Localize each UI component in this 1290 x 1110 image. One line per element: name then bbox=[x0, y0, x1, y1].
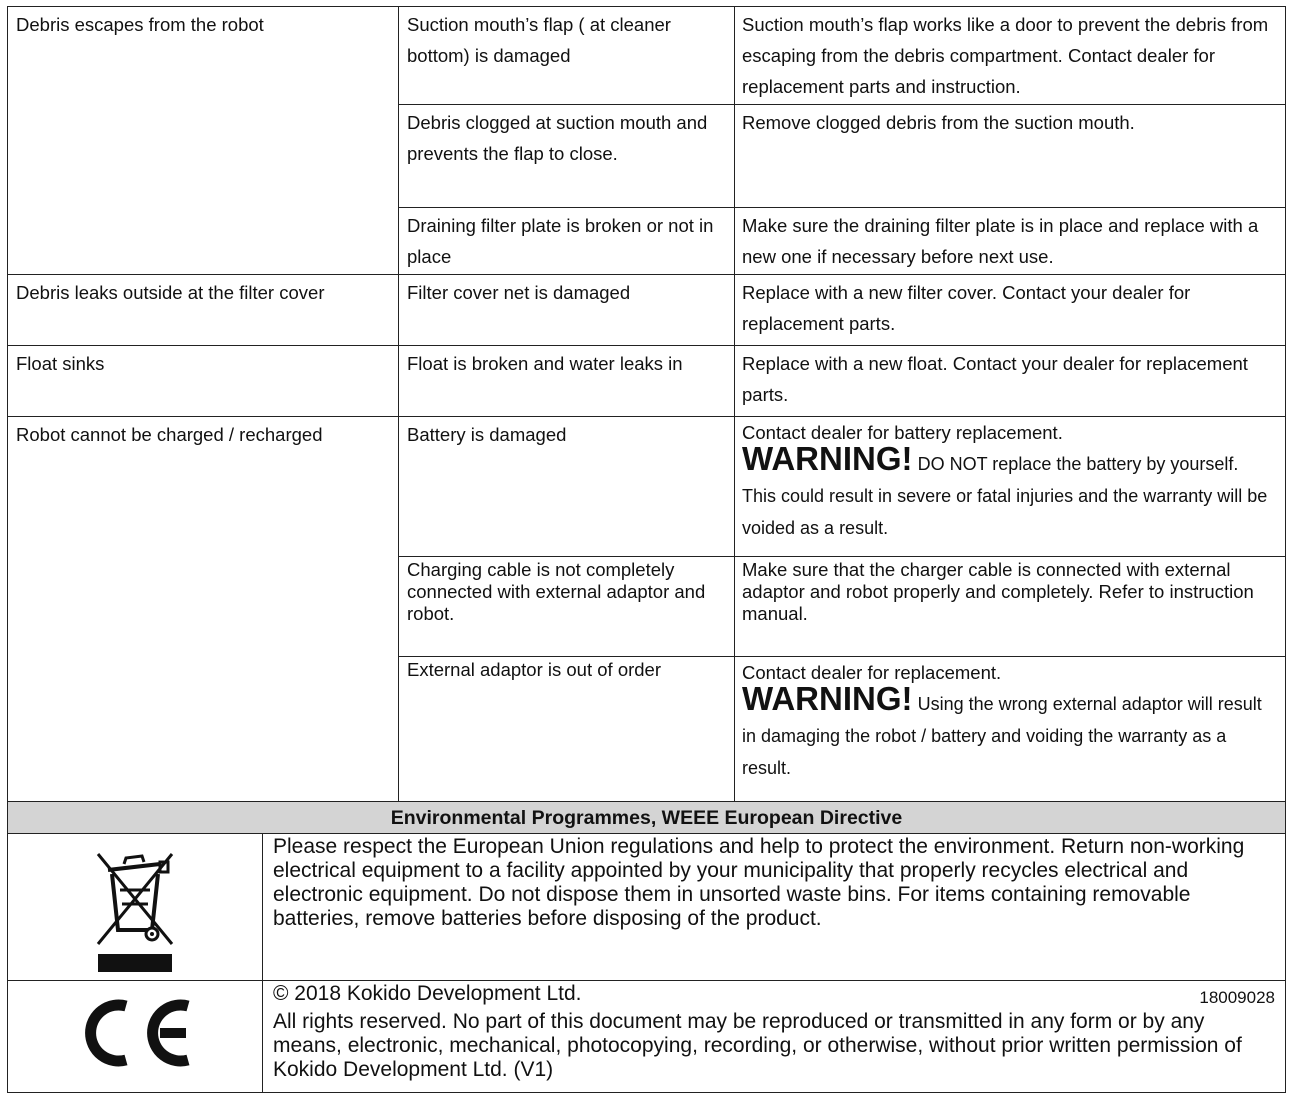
solution-cell: Replace with a new filter cover. Contact your dealer for replacement parts. bbox=[735, 275, 1286, 346]
warning-note bbox=[742, 440, 1277, 544]
ce-icon-cell bbox=[8, 980, 263, 1092]
table-row bbox=[8, 7, 1286, 105]
solution-cell bbox=[735, 657, 1286, 802]
copyright-cell bbox=[263, 980, 1286, 1092]
solution-cell bbox=[735, 417, 1286, 557]
troubleshooting-table bbox=[7, 6, 1286, 802]
problem-cell: Debris escapes from the robot bbox=[8, 7, 399, 275]
warning-text: Using the wrong external adaptor will result in damaging the robot / battery and voiding the warranty as a result. bbox=[742, 694, 1262, 778]
table-row bbox=[8, 417, 1286, 557]
table-row bbox=[8, 275, 1286, 346]
compliance-table bbox=[7, 801, 1286, 1093]
solution-cell: Make sure that the charger cable is connected with external adaptor and robot properly and completely. Refer to instruction manual. bbox=[735, 557, 1286, 657]
weee-text: Please respect the European Union regulations and help to protect the environment. Return non-working electrical equipment to a facility appointed by your municipality that properly recycles electrical and electronic equipment. Do not dispose them in unsorted waste bins. For items containing removable batteries, remove batteries before disposing of the product. bbox=[263, 833, 1286, 980]
solution-text: Contact dealer for battery replacement. bbox=[742, 422, 1063, 443]
warning-note bbox=[742, 680, 1277, 784]
problem-cell: Float sinks bbox=[8, 346, 399, 417]
warning-text: DO NOT replace the battery by yourself. This could result in severe or fatal injuries and the warranty will be voided as a result. bbox=[742, 454, 1268, 538]
ce-mark-icon bbox=[70, 998, 200, 1068]
cause-cell: Battery is damaged bbox=[399, 417, 735, 557]
weee-icon-cell bbox=[8, 833, 263, 980]
table-row bbox=[8, 346, 1286, 417]
copyright-text: © 2018 Kokido Development Ltd. bbox=[273, 981, 582, 1005]
copyright-line bbox=[273, 982, 1275, 1010]
solution-cell: Suction mouth’s flap works like a door to prevent the debris from escaping from the debris compartment. Contact dealer for replacement parts and instruction. bbox=[735, 7, 1286, 105]
cause-cell: Draining filter plate is broken or not in place bbox=[399, 208, 735, 275]
cause-cell: Charging cable is not completely connected with external adaptor and robot. bbox=[399, 557, 735, 657]
warning-label: WARNING! bbox=[742, 680, 913, 717]
solution-cell: Replace with a new float. Contact your dealer for replacement parts. bbox=[735, 346, 1286, 417]
warning-label: WARNING! bbox=[742, 440, 913, 477]
problem-cell: Robot cannot be charged / recharged bbox=[8, 417, 399, 802]
table-row bbox=[8, 801, 1286, 833]
solution-cell: Make sure the draining filter plate is in place and replace with a new one if necessary before next use. bbox=[735, 208, 1286, 275]
table-row bbox=[8, 833, 1286, 980]
table-row bbox=[8, 980, 1286, 1092]
section-header: Environmental Programmes, WEEE European Directive bbox=[8, 801, 1286, 833]
cause-cell: Suction mouth’s flap ( at cleaner bottom) is damaged bbox=[399, 7, 735, 105]
manual-page bbox=[7, 6, 1285, 1093]
crossed-out-wheelie-bin-icon bbox=[80, 834, 190, 974]
rights-text: All rights reserved. No part of this document may be reproduced or transmitted in any form or by any means, electronic, mechanical, photocopying, recording, or otherwise, without prior written permission of Kokido Development Ltd. (V1) bbox=[273, 1009, 1242, 1081]
cause-cell: Filter cover net is damaged bbox=[399, 275, 735, 346]
cause-cell: Debris clogged at suction mouth and prevents the flap to close. bbox=[399, 105, 735, 208]
cause-cell: Float is broken and water leaks in bbox=[399, 346, 735, 417]
solution-text: Contact dealer for replacement. bbox=[742, 662, 1002, 683]
cause-cell: External adaptor is out of order bbox=[399, 657, 735, 802]
document-id: 18009028 bbox=[1199, 987, 1275, 1007]
problem-cell: Debris leaks outside at the filter cover bbox=[8, 275, 399, 346]
solution-cell: Remove clogged debris from the suction mouth. bbox=[735, 105, 1286, 208]
